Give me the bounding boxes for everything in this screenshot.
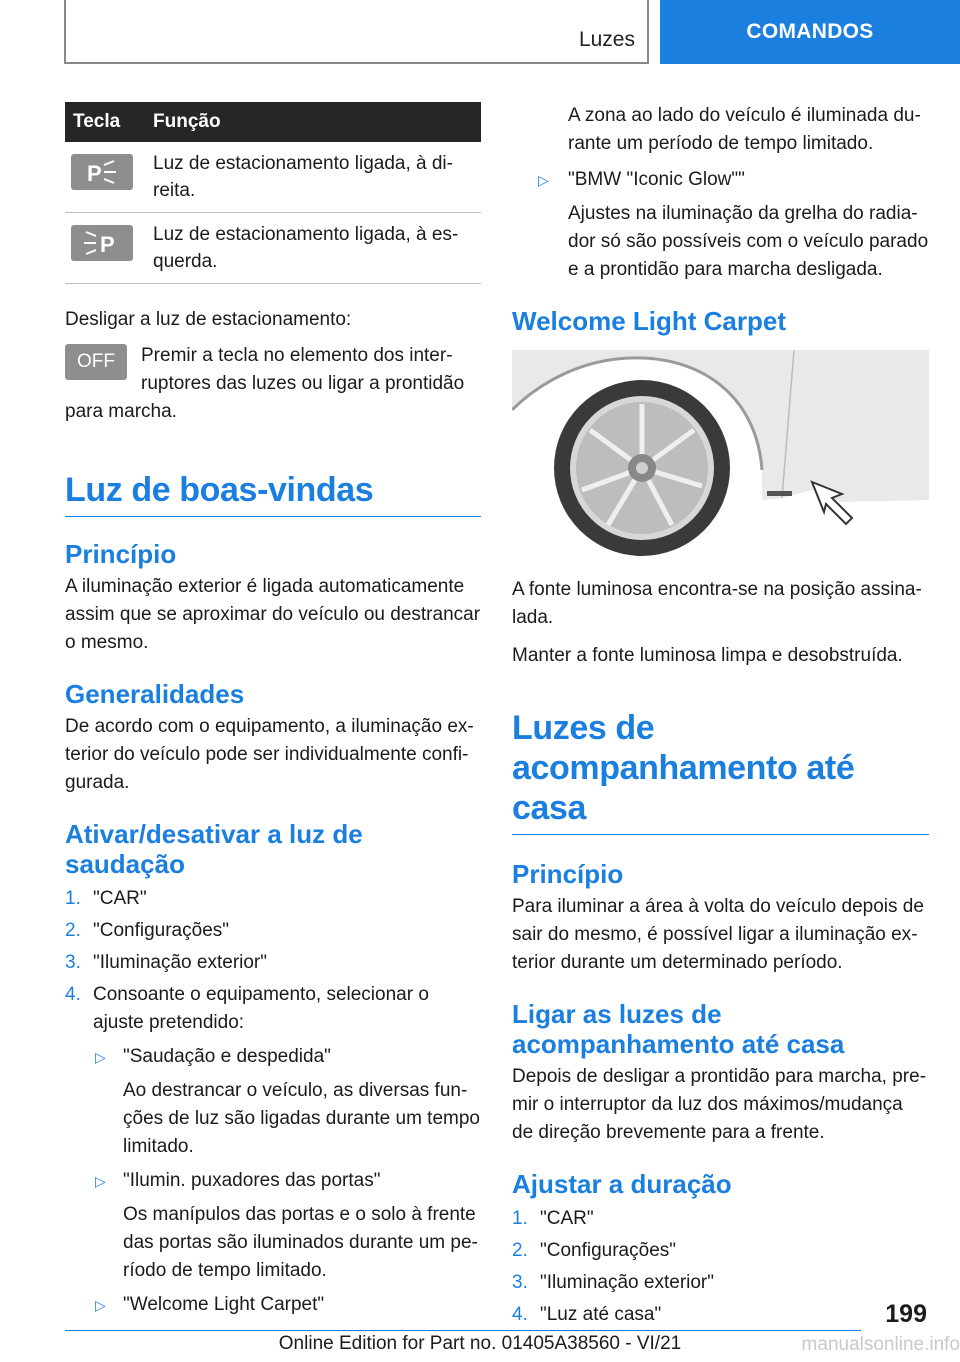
option-list-continued bbox=[512, 102, 929, 284]
source-text: A fonte luminosa encontra-se na posição assinalada. bbox=[512, 579, 922, 628]
option-desc: Ao destrancar o veículo, as diversas funções de luz são ligadas durante um tempo limitado. bbox=[123, 1080, 480, 1157]
table-row bbox=[65, 213, 481, 284]
table-cell-key bbox=[65, 213, 145, 284]
off-key-icon: OFF bbox=[65, 344, 127, 380]
h1-welcome-light-wrap bbox=[65, 470, 481, 517]
step-text: "Iluminação exterior" bbox=[540, 1272, 715, 1293]
table-header-function: Função bbox=[153, 111, 221, 132]
step-text: Consoante o equipamento, selecionar o ajuste pretendido: bbox=[93, 984, 429, 1033]
heading-principio-right: Princípio bbox=[512, 859, 624, 889]
step-number: 4. bbox=[512, 1304, 528, 1325]
list-item bbox=[65, 917, 481, 945]
clean-text: Manter a fonte luminosa limpa e desobstruída. bbox=[512, 645, 903, 666]
h1-accompany-wrap bbox=[512, 708, 929, 835]
heading-accompany-home: Luzes de acompanhamento até casa bbox=[512, 709, 855, 827]
heading-generalidades: Generalidades bbox=[65, 679, 245, 709]
heading-welcome-light-carpet: Welcome Light Carpet bbox=[512, 306, 787, 336]
option-desc: A zona ao lado do veículo é iluminada durante um período de tempo limitado. bbox=[568, 105, 921, 154]
section-title: Luzes bbox=[578, 28, 635, 51]
list-item bbox=[65, 981, 481, 1319]
list-item bbox=[65, 885, 481, 913]
step-number: 2. bbox=[512, 1240, 528, 1261]
off-instruction bbox=[65, 342, 481, 426]
heading-principio: Princípio bbox=[65, 539, 177, 569]
option-title: "Ilumin. puxadores das portas" bbox=[123, 1170, 381, 1191]
list-item bbox=[512, 1237, 929, 1265]
step-text: "Configurações" bbox=[93, 920, 230, 941]
option-item bbox=[93, 1291, 481, 1319]
left-column bbox=[65, 102, 481, 1325]
list-item bbox=[512, 1301, 929, 1329]
parking-light-left-icon bbox=[71, 225, 133, 261]
footer-edition: Online Edition for Part no. 01405A38560 - VI/21 bbox=[278, 1333, 682, 1354]
step-number: 1. bbox=[512, 1208, 528, 1229]
option-title: "Welcome Light Carpet" bbox=[123, 1294, 325, 1315]
key-function-table bbox=[65, 102, 481, 284]
off-intro: Desligar a luz de estacionamento: bbox=[65, 309, 352, 330]
option-title: "Saudação e despedida" bbox=[123, 1046, 331, 1067]
step-number: 2. bbox=[65, 920, 81, 941]
option-item bbox=[512, 102, 929, 158]
table-row bbox=[65, 142, 481, 213]
table-header-key: Tecla bbox=[73, 111, 121, 132]
generalidades-text: De acordo com o equipamento, a iluminação exterior do veículo pode ser individualmente configurada. bbox=[65, 716, 474, 793]
wheel-arch-illustration bbox=[512, 350, 929, 560]
option-list bbox=[93, 1043, 481, 1319]
step-text: "Luz até casa" bbox=[540, 1304, 662, 1325]
steps-list bbox=[65, 885, 481, 1319]
triangle-bullet-icon: ▷ bbox=[538, 172, 549, 188]
triangle-bullet-icon: ▷ bbox=[95, 1173, 106, 1189]
option-item bbox=[512, 166, 929, 284]
option-title: "BMW "Iconic Glow"" bbox=[568, 169, 745, 190]
step-number: 3. bbox=[512, 1272, 528, 1293]
right-column bbox=[512, 102, 929, 1333]
list-item bbox=[65, 949, 481, 977]
step-text: "CAR" bbox=[540, 1208, 594, 1229]
principio-right-text: Para iluminar a área à volta do veículo depois de sair do mesmo, é possível ligar a iluminação exterior durante um determinado período. bbox=[512, 896, 924, 973]
header-frame bbox=[64, 0, 649, 64]
page-number: 199 bbox=[885, 1300, 927, 1328]
svg-text:P: P bbox=[100, 232, 115, 256]
heading-ativar-desativar: Ativar/desativar a luz de saudação bbox=[65, 819, 363, 879]
option-item bbox=[93, 1043, 481, 1161]
heading-ligar-luzes: Ligar as luzes de acompanhamento até casa bbox=[512, 999, 845, 1059]
option-desc: Ajustes na iluminação da grelha do radiador só são possíveis com o veículo parado e a prontidão para marcha desligada. bbox=[568, 203, 929, 280]
list-item bbox=[512, 1205, 929, 1233]
heading-welcome-light: Luz de boas-vindas bbox=[65, 471, 374, 509]
step-number: 1. bbox=[65, 888, 81, 909]
triangle-bullet-icon: ▷ bbox=[95, 1049, 106, 1065]
list-item bbox=[512, 1269, 929, 1297]
heading-ajustar-duracao: Ajustar a duração bbox=[512, 1169, 732, 1199]
off-text: Premir a tecla no elemento dos interruptores das luzes ou ligar a prontidão para marcha. bbox=[65, 345, 465, 422]
step-text: "Iluminação exterior" bbox=[93, 952, 268, 973]
step-text: "CAR" bbox=[93, 888, 147, 909]
table-cell-function: Luz de estacionamento ligada, à esquerda. bbox=[145, 213, 481, 284]
watermark: manualsonline.info bbox=[801, 1334, 960, 1355]
table-cell-function: Luz de estacionamento ligada, à direita. bbox=[145, 142, 481, 213]
parking-light-right-icon bbox=[71, 154, 133, 190]
step-number: 3. bbox=[65, 952, 81, 973]
table-cell-key bbox=[65, 142, 145, 213]
step-number: 4. bbox=[65, 984, 81, 1005]
footer-divider bbox=[65, 1330, 861, 1331]
chapter-tab[interactable]: COMANDOS bbox=[660, 0, 960, 64]
table-header-row bbox=[65, 102, 481, 142]
svg-text:P: P bbox=[87, 161, 102, 185]
principio-text: A iluminação exterior é ligada automaticamente assim que se aproximar do veículo ou destrancar o mesmo. bbox=[65, 576, 481, 653]
option-item bbox=[93, 1167, 481, 1285]
triangle-bullet-icon: ▷ bbox=[95, 1297, 106, 1313]
option-desc: Os manípulos das portas e o solo à frente das portas são iluminados durante um período de tempo limitado. bbox=[123, 1204, 478, 1281]
ligar-text: Depois de desligar a prontidão para marcha, premir o interruptor da luz dos máximos/mudança de direção brevemente para a frente. bbox=[512, 1066, 927, 1143]
duration-steps-list bbox=[512, 1205, 929, 1329]
step-text: "Configurações" bbox=[540, 1240, 677, 1261]
